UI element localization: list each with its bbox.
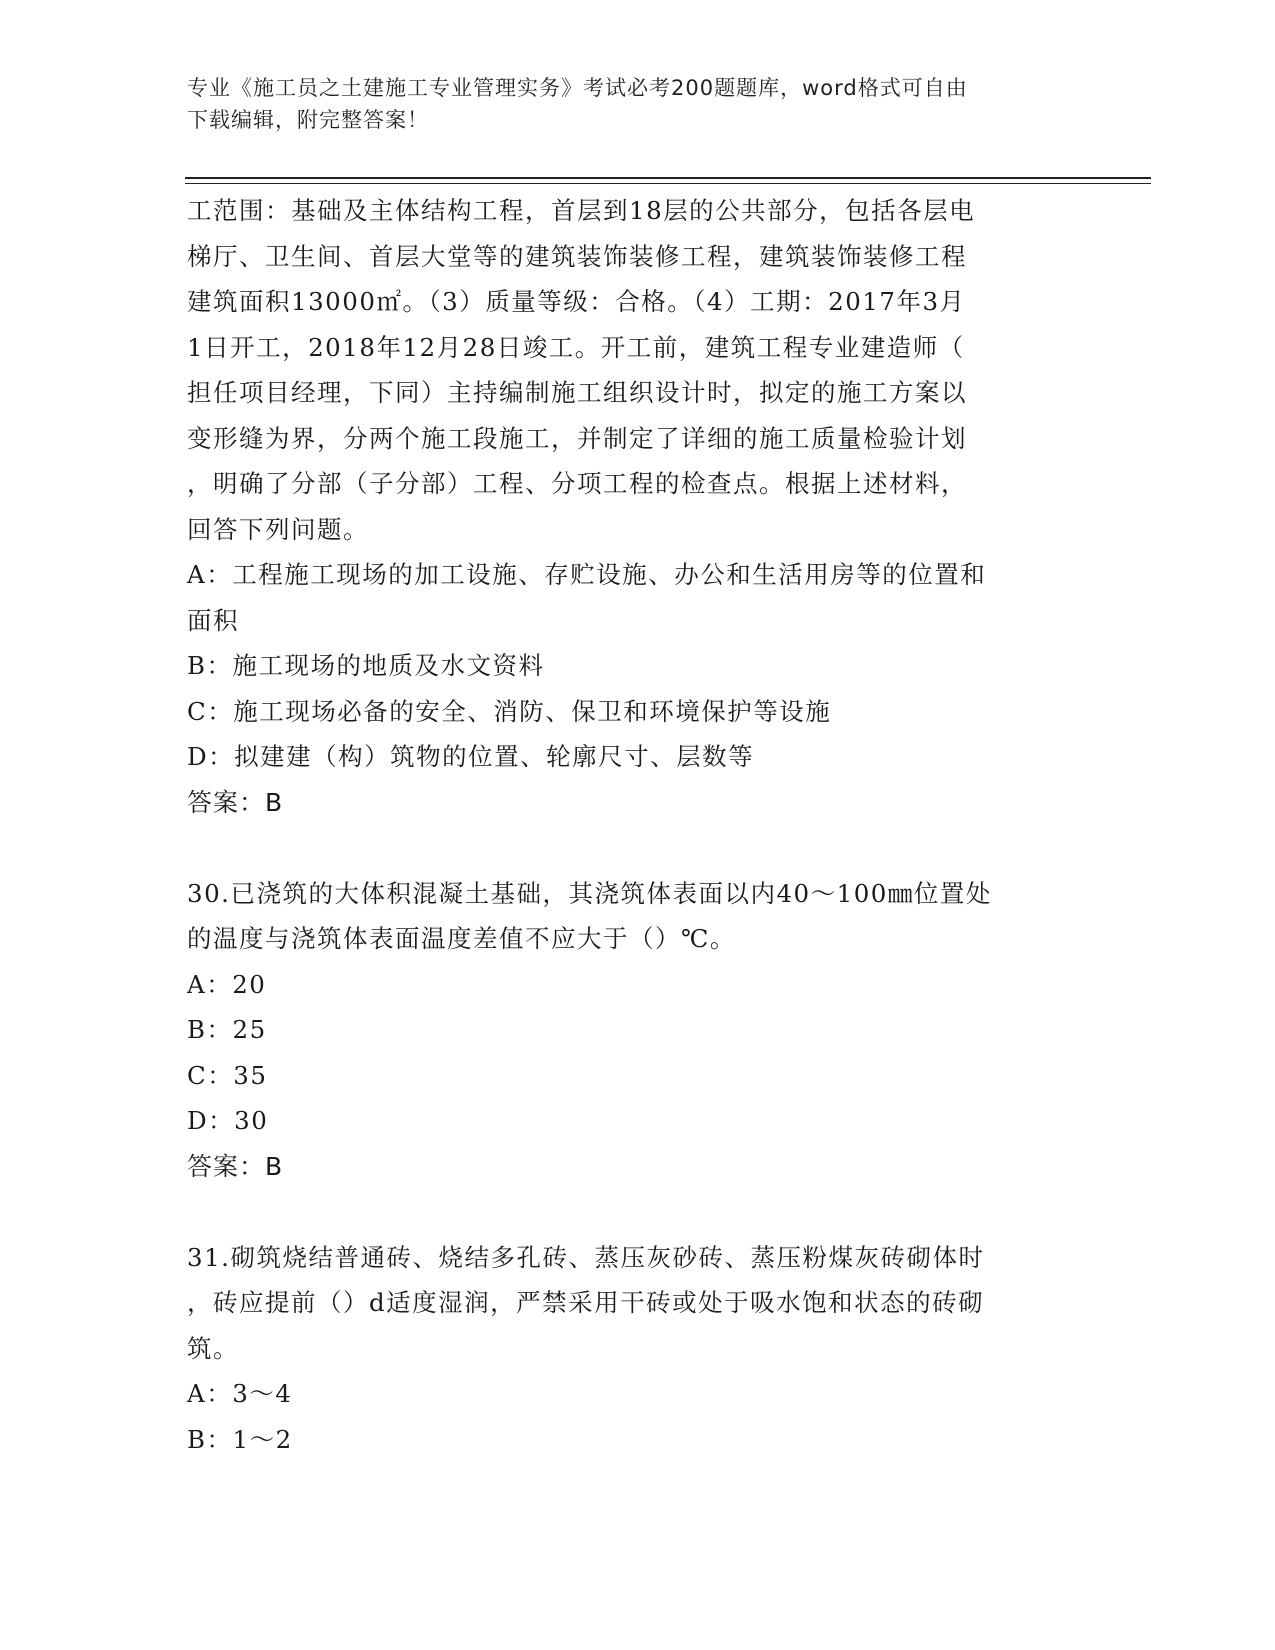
answer-line: 答案：B xyxy=(187,787,284,817)
question-text: 31.砌筑烧结普通砖、烧结多孔砖、蒸压灰砂砖、蒸压粉煤灰砖砌体时 xyxy=(187,1242,985,1272)
question-text: ，砖应提前（）d适度湿润，严禁采用干砖或处于吸水饱和状态的砖砌 xyxy=(187,1288,985,1317)
option-b: B：施工现场的地质及水文资料 xyxy=(187,651,545,680)
option-a: A：工程施工现场的加工设施、存贮设施、办公和生活用房等的位置和 xyxy=(187,560,987,589)
spacer xyxy=(187,825,1087,871)
option-d: D：拟建建（构）筑物的位置、轮廓尺寸、层数等 xyxy=(187,742,755,771)
context-line: ，明确了分部（子分部）工程、分项工程的检查点。根据上述材料， xyxy=(187,469,967,498)
header-title-line-2: 下载编辑，附完整答案！ xyxy=(187,108,429,132)
option-b: B：25 xyxy=(187,1015,267,1044)
header-rule-thick xyxy=(185,177,1151,179)
spacer xyxy=(187,1189,1087,1235)
document-body xyxy=(187,188,1087,1462)
option-c: C：35 xyxy=(187,1060,268,1090)
option-b: B：1～2 xyxy=(187,1424,293,1454)
document-header xyxy=(187,72,1087,136)
option-a: A：3～4 xyxy=(187,1379,293,1408)
context-line: 1日开工，2018年12月28日竣工。开工前，建筑工程专业建造师（ xyxy=(187,332,965,362)
question-29-context xyxy=(187,188,1087,825)
context-line: 梯厅、卫生间、首层大堂等的建筑装饰装修工程，建筑装饰装修工程 xyxy=(187,241,967,271)
answer-line: 答案：B xyxy=(187,1151,284,1181)
context-line: 工范围：基础及主体结构工程，首层到18层的公共部分，包括各层电 xyxy=(187,196,976,225)
context-line: 担任项目经理，下同）主持编制施工组织设计时，拟定的施工方案以 xyxy=(187,378,967,407)
question-31 xyxy=(187,1235,1087,1463)
option-d: D：30 xyxy=(187,1106,269,1135)
option-a-continued: 面积 xyxy=(187,605,239,635)
option-a: A：20 xyxy=(187,969,267,999)
question-text: 筑。 xyxy=(187,1333,239,1363)
question-text: 的温度与浇筑体表面温度差值不应大于（）℃。 xyxy=(187,924,736,953)
context-line: 变形缝为界，分两个施工段施工，并制定了详细的施工质量检验计划 xyxy=(187,423,967,453)
question-30 xyxy=(187,871,1087,1190)
option-c: C：施工现场必备的安全、消防、保卫和环境保护等设施 xyxy=(187,696,832,726)
question-text: 30.已浇筑的大体积混凝土基础，其浇筑体表面以内40～100㎜位置处 xyxy=(187,878,992,908)
context-line: 建筑面积13000㎡。（3）质量等级：合格。（4）工期：2017年3月 xyxy=(187,287,966,316)
header-title-line-1: 专业《施工员之土建施工专业管理实务》考试必考200题题库，word格式可自由 xyxy=(187,76,968,100)
header-rule-thin xyxy=(185,183,1151,184)
context-line: 回答下列问题。 xyxy=(187,514,369,544)
